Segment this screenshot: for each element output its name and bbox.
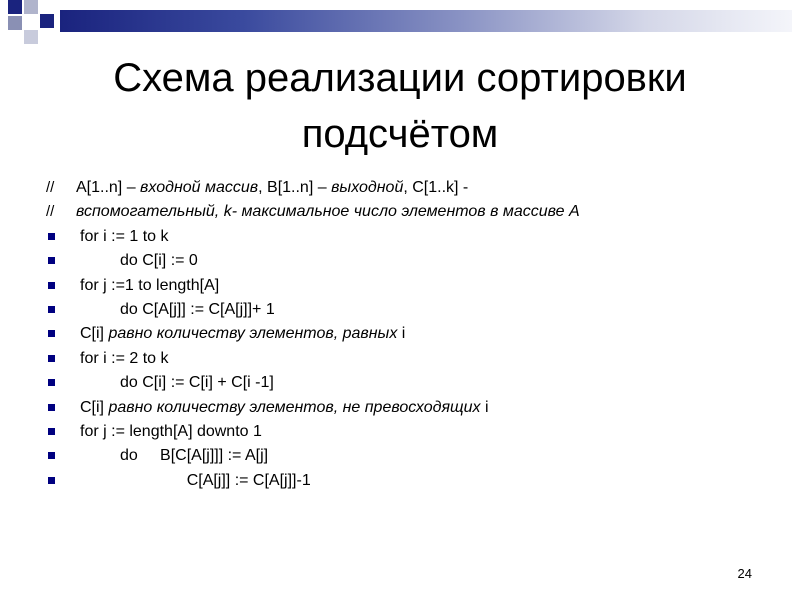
line-segment: , C[1..k] - [403, 179, 469, 196]
comment-marker: // [46, 203, 55, 221]
square-bullet-icon [48, 452, 55, 459]
line-segment: for j :=1 to length[A] [80, 276, 220, 294]
line-segment: i [480, 398, 489, 416]
line-segment: do C[i] := 0 [80, 252, 198, 270]
comment-marker: // [46, 179, 55, 196]
title-line-1: Схема реализации сортировки [113, 56, 687, 100]
line-text [80, 225, 168, 249]
bullet-line [46, 249, 786, 273]
line-text [80, 371, 274, 395]
line-text [80, 347, 168, 371]
line-text [76, 176, 468, 200]
line-segment: C[i] [80, 398, 109, 416]
square-bullet-icon [48, 282, 55, 289]
square-bullet-icon [48, 330, 55, 337]
bullet-line [46, 396, 786, 420]
line-segment: входной массив [140, 179, 259, 196]
line-segment: do C[A[j]] := C[A[j]]+ 1 [80, 300, 275, 318]
line-segment: вспомогательный, [76, 203, 224, 221]
line-text [80, 469, 311, 493]
line-segment: do B[C[A[j]]] := A[j] [80, 447, 269, 465]
line-text [80, 396, 489, 420]
line-segment: for i := 1 to k [80, 227, 169, 245]
bullet-line [46, 420, 786, 444]
bullet-line [46, 322, 786, 346]
line-text [80, 298, 275, 322]
bullet-line [46, 274, 786, 298]
line-text [80, 420, 262, 444]
line-segment: i [397, 325, 406, 343]
page-number: 24 [737, 566, 752, 581]
line-segment: for j := length[A] downto 1 [80, 422, 262, 440]
bullet-line [46, 225, 786, 249]
line-segment: k [223, 203, 232, 221]
square-bullet-icon [48, 355, 55, 362]
line-segment: , B[1..n] – [258, 179, 332, 196]
title-line-2: подсчётом [301, 112, 499, 156]
bullet-line [46, 298, 786, 322]
line-text [80, 322, 405, 346]
deco-square-3 [8, 16, 22, 30]
line-segment: - максимальное число элементов в массиве A [231, 203, 580, 221]
square-bullet-icon [48, 257, 55, 264]
bullet-line [46, 444, 786, 468]
header-gradient-bar [60, 10, 792, 32]
deco-square-2 [24, 0, 38, 14]
line-segment: равно количеству элементов, равных [108, 325, 398, 343]
deco-square-5 [24, 30, 38, 44]
comment-line [46, 176, 786, 200]
square-bullet-icon [48, 233, 55, 240]
line-text [76, 200, 580, 224]
line-text [80, 444, 268, 468]
bullet-line [46, 371, 786, 395]
pseudocode-block [46, 176, 786, 493]
square-bullet-icon [48, 404, 55, 411]
square-bullet-icon [48, 379, 55, 386]
square-bullet-icon [48, 428, 55, 435]
line-segment: C[i] [80, 325, 109, 343]
line-segment: for i := 2 to k [80, 349, 169, 367]
line-segment: выходной [331, 179, 404, 196]
line-segment: равно количеству элементов, не превосходящих [108, 398, 481, 416]
deco-square-1 [8, 0, 22, 14]
line-segment: do C[i] := C[i] + C[i -1] [80, 374, 274, 392]
line-segment: C[A[j]] := C[A[j]]-1 [80, 471, 311, 489]
bullet-line [46, 469, 786, 493]
line-text [80, 249, 198, 273]
line-text [80, 274, 219, 298]
square-bullet-icon [48, 306, 55, 313]
comment-line [46, 200, 786, 224]
deco-square-4 [40, 14, 54, 28]
line-segment: A[1..n] – [76, 179, 141, 196]
square-bullet-icon [48, 477, 55, 484]
slide-title [0, 50, 800, 162]
bullet-line [46, 347, 786, 371]
